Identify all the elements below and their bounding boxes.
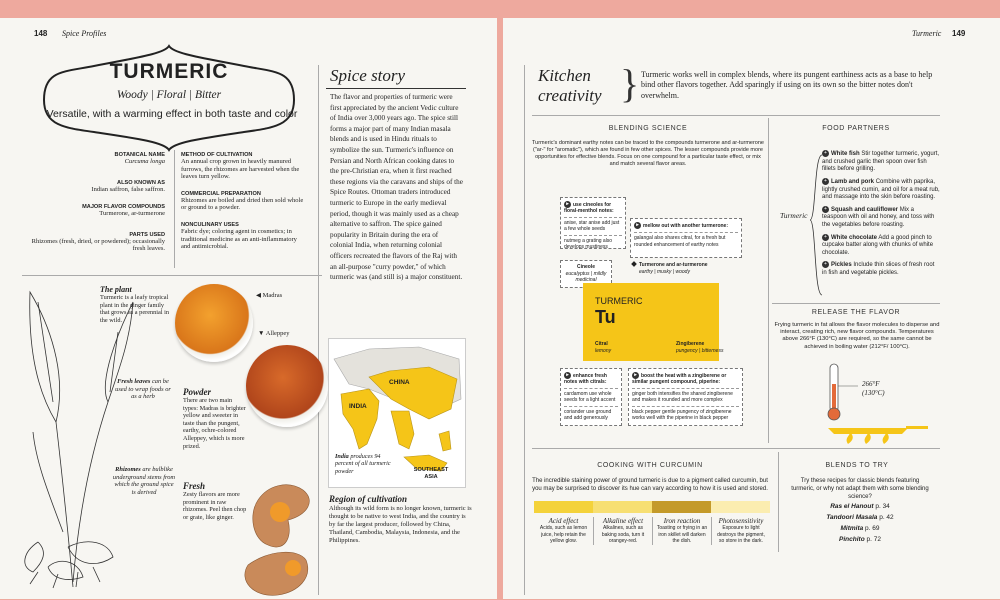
plant-title: The plant <box>100 285 132 294</box>
right-header-rule <box>532 115 940 116</box>
curcumin-effect <box>711 517 770 545</box>
food-partners-list <box>822 150 940 278</box>
citral-name: Citral <box>595 341 608 347</box>
plus-icon: + <box>822 261 829 268</box>
blend-page: p. 69 <box>865 525 880 532</box>
blend-page: p. 42 <box>879 514 894 521</box>
citral-tip-item: cardamom use whole seeds for a light accent <box>564 388 618 404</box>
blends-list <box>790 501 930 545</box>
curcumin-effects <box>534 517 770 545</box>
element-symbol: Tu <box>595 307 616 327</box>
temperature-c: (130°C) <box>862 389 885 397</box>
india-region <box>341 389 379 449</box>
rhizomes-note <box>112 466 176 496</box>
map-label-southeast-asia: SOUTHEAST ASIA <box>413 467 449 480</box>
fact-value: Curcuma longa <box>124 158 165 165</box>
color-swatch-acid <box>534 501 593 513</box>
citral-compound <box>595 341 625 354</box>
region-text: Although its wild form is no longer known, turmeric is thought to be native to west India, and the country is by far the largest producer, followed by China, Thailand, Cambodia, Malaysia, Indonesia, and the Philippines. <box>329 505 472 544</box>
spice-summary: Versatile, with a warming effect in both taste and color <box>46 108 298 120</box>
citral-desc: lemony <box>595 347 612 354</box>
mellow-tip-heading-text: mellow out with another turmerone: <box>643 222 729 229</box>
plus-icon: + <box>822 178 829 185</box>
effect-text: Alkalines, such as baking soda, turn it orangey-red. <box>601 525 645 544</box>
fresh-title: Fresh <box>183 481 206 491</box>
kitchen-text: Turmeric works well in complex blends, where its pungent earthiness acts as a base to help bind other flavors together. Add sparingly if using on its own so the bitter notes don't overwhelm. <box>641 70 933 100</box>
food-partner <box>822 261 940 277</box>
plus-icon: + <box>822 206 829 213</box>
cineole-tip-box <box>560 197 626 249</box>
blend-link[interactable] <box>790 523 930 534</box>
blend-link[interactable] <box>790 512 930 523</box>
southeast-asia-region <box>391 411 414 449</box>
method-value: Fabric dye; coloring agent in cosmetics; in traditional medicine as an anti-inflammatory and antimicrobial. <box>181 227 297 251</box>
right-running-head: Turmeric <box>912 29 942 38</box>
fact-label: ALSO KNOWN AS <box>117 179 165 186</box>
turmerone-desc: earthy | musky | woody <box>639 268 690 275</box>
alleppey-label: ▼ Alleppey <box>258 330 290 337</box>
spice-story-text: The flavor and properties of turmeric were first appreciated by the ancient Vedic culture of India over 3,000 years ago. The spice still forms a major part of many Indian masala blends and is used in Hindu rituals to symbolize the sun. Turmeric's influence on Persian and North African cooking dates to the pre-Christian era, when it first reached these regions via the caravans and ships of the Spice Routes. Ottoman traders introduced turmeric to Europe in the early medieval period, though it was mainly used as a cheap alternative to saffron. The spice gained popularity in Britain during the era of colonial India, when returning colonial officers recreated the flavors of the Raj with an all-purpose "curry powder," of which turmeric was (and still is) a major constituent. <box>330 93 463 282</box>
food-partner-name: Lamb and pork <box>831 178 875 185</box>
blend-name: Tandoori Masala <box>826 514 878 521</box>
release-text: Frying turmeric in fat allows the flavor molecules to disperse and interact, creating rich, new flavor compounds. Temperatures above 266°F (130°C) are required, so the same cannot be achieved in boiling water (212°F/ 100°C). <box>774 322 940 350</box>
curcumin-color-bar <box>534 501 770 513</box>
blend-page: p. 72 <box>866 536 881 543</box>
blends-divider <box>778 452 779 552</box>
facts-divider <box>174 150 175 268</box>
blend-name: Pinchito <box>839 536 865 543</box>
blending-text: Turmeric's dominant earthy notes can be traced to the compounds turmerone and ar-turmerone ("ar-" for "aromatic"), which are found in few other spices. The lesser compounds provide more opportunities for effective blends. Focus on one compound for a particular taste effect, or mix and match several flavor areas. <box>532 140 764 167</box>
methods-list <box>181 148 306 251</box>
blend-link[interactable] <box>790 501 930 512</box>
blends-text: Try these recipes for classic blends featuring turmeric, or why not adapt them with some blending science? <box>791 478 929 500</box>
fresh-rhizome-illustration <box>238 460 320 600</box>
effect-title: Acid effect <box>548 517 579 525</box>
effect-title: Iron reaction <box>663 517 701 525</box>
fact-label: BOTANICAL NAME <box>114 152 165 158</box>
release-title: RELEASE THE FLAVOR <box>811 309 901 316</box>
plus-icon: + <box>822 234 829 241</box>
curcumin-effect <box>593 517 652 545</box>
arrow-icon: ▸ <box>634 222 641 229</box>
left-page-number: 148 <box>34 29 48 38</box>
zingiberene-tip-box <box>628 368 743 426</box>
citral-tip-box <box>560 368 622 426</box>
effect-title: Photosensitivity <box>718 517 764 525</box>
zing-tip-heading <box>632 372 739 386</box>
blend-name: Mitmita <box>840 525 864 532</box>
zing-tip-item: ginger both intensifies the shared zingiberene and makes it rounded and more complex <box>632 388 739 404</box>
kitchen-title-line-1: Kitchen <box>538 66 591 85</box>
frying-pan-thermometer-illustration <box>818 362 928 446</box>
zingiberene-name: Zingiberene <box>676 341 705 347</box>
cineole-desc: eucalyptus | mildly medicinal <box>565 270 607 283</box>
plant-note <box>100 285 172 324</box>
plus-icon: + <box>822 150 829 157</box>
right-column-divider <box>524 65 525 595</box>
temperature-label <box>862 380 885 398</box>
story-rule <box>326 88 466 89</box>
partners-divider <box>772 303 940 304</box>
fresh-leaves-note <box>112 378 174 401</box>
curcumin-rule <box>532 448 940 449</box>
method-value: An annual crop grown in heavily manured furrows, the rhizomes are harvested when the leaves turn yellow. <box>181 158 300 181</box>
powder-title: Powder <box>183 387 211 397</box>
citral-tip-heading-text: enhance fresh notes with citrals: <box>564 372 607 386</box>
map-label-india: INDIA <box>349 403 367 410</box>
food-partner <box>822 150 940 174</box>
zing-tip-heading-text: boost the heat with a zingiberene or similar pungent compound, piperine: <box>632 372 727 386</box>
method-label: COMMERCIAL PREPARATION <box>181 190 261 197</box>
fresh-leaves-text: can be used to wrap foods or as a herb <box>115 378 171 401</box>
color-swatch-iron <box>652 501 711 513</box>
zingiberene-compound <box>676 341 746 354</box>
food-partner-text: Include thin slices of fresh root in fish and vegetable pickles. <box>822 262 935 277</box>
mellow-tip-box <box>630 218 742 258</box>
citral-tip-item: coriander use ground and add generously <box>564 406 618 422</box>
effect-text: Toasting or frying in an iron skillet will darken the dish. <box>656 525 708 544</box>
food-partner-text: Combine with paprika, lightly crushed cumin, and oil for a meat rub, and massage into the skin before roasting. <box>822 178 940 201</box>
region-title: Region of cultivation <box>329 494 408 504</box>
food-partner-name: Pickles <box>831 262 852 269</box>
food-partner-name: White fish <box>831 151 860 158</box>
arrow-icon: ▸ <box>564 372 571 379</box>
arrow-icon: ▸ <box>632 372 639 379</box>
color-swatch-alkaline <box>593 501 652 513</box>
curcumin-text: The incredible staining power of ground turmeric is due to a pigment called curcumin, but you may be surprised to discover its hue can vary according to how it is used and stored. <box>532 478 768 492</box>
color-swatch-light <box>711 501 770 513</box>
madras-label: ◀ Madras <box>256 292 283 299</box>
fresh-leaves-title: Fresh leaves <box>117 378 151 385</box>
food-partner <box>822 178 940 202</box>
blending-title: BLENDING SCIENCE <box>608 125 688 132</box>
turmeric-plant-illustration <box>18 282 138 592</box>
section-divider <box>22 275 322 276</box>
madras-powder-bowl <box>175 284 253 362</box>
food-partner-text: Mix a teaspoon with oil and honey, and toss with the vegetables before roasting. <box>822 206 935 228</box>
powder-text: There are two main types: Madras is brighter yellow and sweeter in taste than the pungent, earthy, ochre-colored Alleppey, which is more prized. <box>183 397 246 450</box>
effect-text: Exposure to light destroys the pigment, so store in the dark. <box>717 525 765 544</box>
turmerone-compound <box>632 262 742 275</box>
cineole-tip-heading-text: use cineoles for floral-menthol notes: <box>564 201 614 215</box>
map-caption <box>335 453 395 475</box>
rhizomes-title: Rhizomes <box>115 466 141 473</box>
spice-story-title: Spice story <box>330 66 406 85</box>
madras-label-text: Madras <box>262 292 283 299</box>
blending-divider <box>768 118 769 443</box>
citral-tip-heading <box>564 372 618 386</box>
method-label: NONCULINARY USES <box>181 221 239 228</box>
powder-note <box>183 387 247 450</box>
spice-title: TURMERIC <box>109 60 229 83</box>
fact-label: MAJOR FLAVOR COMPOUNDS <box>82 204 165 211</box>
map-caption-text: produces 94 percent of all turmeric powder <box>335 453 391 475</box>
zingiberene-desc: pungency | bitterness <box>676 347 724 354</box>
kitchen-title-line-2: creativity <box>538 86 602 105</box>
alleppey-label-text: Alleppey <box>265 330 290 337</box>
fact-value: Rhizomes (fresh, dried, or powdered); occasionally fresh leaves. <box>31 237 165 253</box>
food-partners-title: FOOD PARTNERS <box>822 125 890 132</box>
fact-label: PARTS USED <box>129 231 165 238</box>
food-partner-name: Squash and cauliflower <box>831 206 899 213</box>
facts-list <box>30 148 165 253</box>
map-caption-bold: India <box>335 453 349 460</box>
food-partner-name: White chocolate <box>831 234 878 241</box>
food-partner <box>822 234 940 258</box>
blend-link[interactable] <box>790 534 930 545</box>
fact-value: Indian saffron, false saffron. <box>91 185 165 193</box>
fresh-text: Zesty flavors are more prominent in raw rhizomes. Peel then chop or grate, like ginger. <box>183 491 247 521</box>
effect-text: Acids, such as lemon juice, help retain the yellow glow. <box>539 525 588 544</box>
right-page-number: 149 <box>952 29 966 38</box>
blend-name: Ras el Hanout <box>830 503 874 510</box>
fact-value: Turmerone, ar-turmerone <box>99 210 165 218</box>
food-partner <box>822 206 940 230</box>
map-label-china: CHINA <box>389 379 410 386</box>
map-frame <box>328 338 466 488</box>
food-partner-text: Add a good pinch to cupcake batter along with chunks of white chocolate. <box>822 234 934 256</box>
element-name: TURMERIC <box>595 296 643 306</box>
curcumin-title: COOKING WITH CURCUMIN <box>597 462 703 469</box>
curcumin-effect <box>652 517 711 545</box>
mellow-tip-item: galangal also shares citral, for a fresh but rounded enhancement of earthy notes <box>634 232 738 248</box>
cineole-tip-item: anise, star anise add just a few whole seeds <box>564 217 622 233</box>
food-partner-text: Stir together turmeric, yogurt, and crushed garlic then spoon over fish fillets before grilling. <box>822 151 940 173</box>
curcumin-effect <box>534 517 593 545</box>
cineole-tip-heading <box>564 201 622 215</box>
blend-page: p. 34 <box>875 503 890 510</box>
turmeric-hub-label: Turmeric <box>780 211 808 220</box>
mellow-tip-heading <box>634 222 738 229</box>
plant-text: Turmeric is a leafy tropical plant in the ginger family that grows as a perennial in the wild. <box>100 294 170 324</box>
spice-tagline: Woody | Floral | Bitter <box>116 89 222 101</box>
kitchen-title <box>538 66 602 106</box>
alleppey-powder-bowl <box>246 345 328 427</box>
rhizomes-text: are bulblike underground stems from which the ground spice is derived <box>112 466 176 496</box>
left-running-head: Spice Profiles <box>62 29 107 38</box>
cineole-tip-item: nutmeg a grating also develops mustiness <box>564 235 622 251</box>
effect-title: Alkaline effect <box>602 517 644 525</box>
zing-tip-item: black pepper gentle pungency of zingiberene works well with the piperine in black pepper <box>632 406 739 422</box>
kitchen-brace: } <box>620 61 640 106</box>
cineole-name: Cineole <box>576 264 596 270</box>
method-value: Rhizomes are boiled and dried then sold whole or ground to a powder. <box>181 196 304 212</box>
method-label: METHOD OF CULTIVATION <box>181 152 253 158</box>
blends-title: BLENDS TO TRY <box>825 462 889 469</box>
turmerone-name-text: Turmerone and ar-turmerone <box>639 262 708 268</box>
arrow-icon: ▸ <box>564 201 571 208</box>
temperature-f: 266°F <box>862 380 880 388</box>
